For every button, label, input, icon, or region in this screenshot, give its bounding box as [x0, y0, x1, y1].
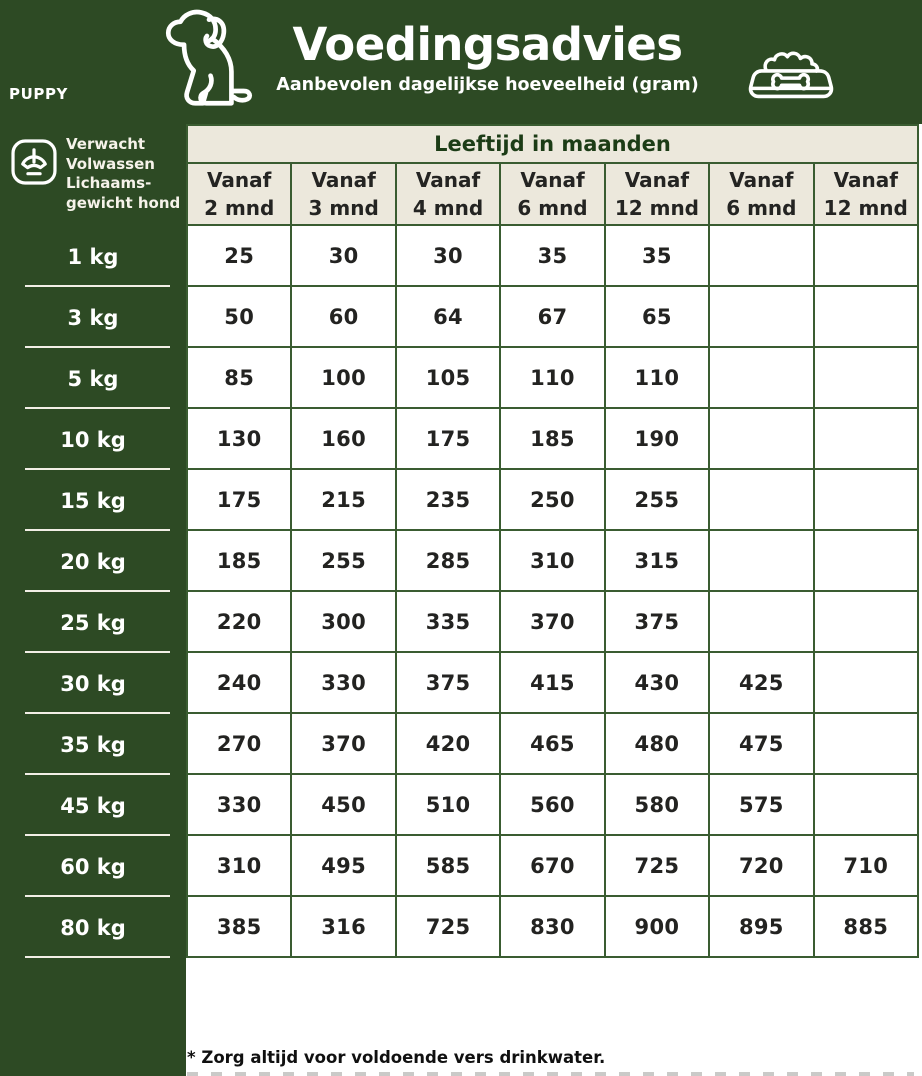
column-header — [292, 164, 394, 224]
value-cell — [397, 775, 499, 834]
value-cell — [188, 714, 290, 773]
weight-row — [0, 226, 186, 287]
cell-value: 67 — [537, 304, 568, 329]
weight-row — [0, 897, 186, 958]
cell-value: 255 — [634, 487, 680, 512]
cell-value: 35 — [537, 243, 568, 268]
value-cell — [710, 470, 812, 529]
cell-value: 130 — [216, 426, 262, 451]
value-cell — [188, 836, 290, 895]
weight-row — [0, 592, 186, 653]
cell-value: 420 — [425, 731, 471, 756]
cell-value: 65 — [642, 304, 672, 329]
feeding-table — [186, 124, 919, 958]
cell-value: 25 — [224, 243, 255, 268]
value-cell — [501, 287, 603, 346]
value-cell — [710, 287, 812, 346]
cell-value: 30 — [433, 243, 463, 268]
cell-value: 250 — [530, 487, 575, 512]
value-cell — [501, 409, 603, 468]
column-header — [710, 164, 812, 224]
cell-value: 315 — [634, 548, 680, 573]
weight-label: 45 kg — [60, 793, 126, 818]
cell-value: 190 — [634, 426, 680, 451]
value-cell — [292, 226, 394, 285]
cell-value: 900 — [634, 914, 680, 939]
value-cell — [188, 653, 290, 712]
weight-label: 10 kg — [60, 427, 126, 452]
value-cell — [606, 897, 708, 956]
column-header-row — [188, 164, 917, 224]
value-cell — [501, 653, 603, 712]
value-cell — [815, 409, 917, 468]
value-cell — [815, 287, 917, 346]
weight-row — [0, 470, 186, 531]
value-cell — [710, 226, 812, 285]
cell-value: 720 — [738, 853, 784, 878]
value-cell — [815, 531, 917, 590]
weight-row — [0, 409, 186, 470]
cell-value: 585 — [425, 853, 471, 878]
value-cell — [606, 775, 708, 834]
cell-value: 110 — [530, 365, 575, 390]
cell-value: 475 — [738, 731, 784, 756]
value-cell — [815, 470, 917, 529]
value-cell — [815, 714, 917, 773]
weight-row — [0, 348, 186, 409]
value-cell — [815, 592, 917, 651]
cell-value: 50 — [224, 304, 255, 329]
cell-value: 100 — [321, 365, 366, 390]
cell-value: 725 — [425, 914, 471, 939]
cell-value: 255 — [321, 548, 366, 573]
column-header — [188, 164, 290, 224]
value-cell — [292, 592, 394, 651]
weight-row — [0, 775, 186, 836]
value-cell — [710, 836, 812, 895]
cell-value: 560 — [530, 792, 575, 817]
title-block — [255, 20, 720, 95]
cell-value: 510 — [425, 792, 471, 817]
cell-value: 580 — [634, 792, 680, 817]
weight-label: 1 kg — [67, 244, 119, 269]
value-cell — [815, 653, 917, 712]
cell-value: 30 — [328, 243, 359, 268]
value-cell — [188, 592, 290, 651]
column-header-line-bottom: 2 mnd — [204, 196, 275, 220]
food-bowl-icon — [741, 46, 841, 112]
cell-value: 885 — [843, 914, 889, 939]
value-cell — [501, 836, 603, 895]
cell-value: 830 — [530, 914, 575, 939]
column-header-line-bottom: 6 mnd — [726, 196, 797, 220]
cell-value: 60 — [328, 304, 359, 329]
cell-value: 64 — [433, 304, 463, 329]
weight-sidebar — [0, 124, 186, 1076]
weight-row — [0, 531, 186, 592]
weight-sidebar-header — [0, 124, 186, 226]
cell-value: 310 — [216, 853, 262, 878]
cell-value: 415 — [530, 670, 575, 695]
value-cell — [710, 653, 812, 712]
cell-value: 670 — [530, 853, 575, 878]
age-band-header: Leeftijd in maanden — [188, 126, 917, 162]
weight-row — [0, 287, 186, 348]
cell-value: 160 — [321, 426, 366, 451]
header — [0, 0, 922, 124]
value-cell — [292, 348, 394, 407]
column-header-line-top: Vanaf — [729, 168, 794, 192]
cell-value: 895 — [738, 914, 784, 939]
cell-value: 450 — [321, 792, 366, 817]
cell-value: 85 — [224, 365, 255, 390]
value-cell — [188, 775, 290, 834]
value-cell — [292, 287, 394, 346]
value-cell — [710, 531, 812, 590]
value-cell — [606, 714, 708, 773]
value-cell — [292, 836, 394, 895]
cell-value: 330 — [321, 670, 366, 695]
value-cell — [815, 836, 917, 895]
cell-value: 235 — [425, 487, 471, 512]
column-header-line-bottom: 4 mnd — [412, 196, 484, 220]
cell-value: 175 — [216, 487, 262, 512]
value-cell — [606, 409, 708, 468]
column-header-line-top: Vanaf — [833, 168, 898, 192]
weight-header-label — [66, 129, 180, 226]
value-cell — [397, 409, 499, 468]
value-cell — [710, 592, 812, 651]
value-cell — [815, 226, 917, 285]
cell-value: 575 — [738, 792, 784, 817]
dog-icon — [157, 9, 259, 117]
value-cell — [397, 226, 499, 285]
cell-value: 270 — [216, 731, 262, 756]
value-cell — [397, 836, 499, 895]
weight-label: 3 kg — [67, 305, 119, 330]
cell-value: 220 — [216, 609, 262, 634]
value-cell — [710, 348, 812, 407]
value-cell — [501, 226, 603, 285]
value-cell — [501, 897, 603, 956]
value-cell — [292, 409, 394, 468]
value-cell — [292, 531, 394, 590]
column-header-line-top: Vanaf — [624, 168, 690, 192]
value-cell — [710, 775, 812, 834]
value-cell — [501, 775, 603, 834]
cell-value: 335 — [425, 609, 471, 634]
cell-value: 215 — [321, 487, 366, 512]
value-cell — [188, 348, 290, 407]
value-cell — [710, 714, 812, 773]
cell-value: 240 — [216, 670, 262, 695]
value-cell — [606, 531, 708, 590]
value-cell — [188, 409, 290, 468]
weight-column — [0, 226, 186, 958]
weight-header-line: Volwassen — [66, 154, 155, 173]
page-subtitle: Aanbevolen dagelijkse hoeveelheid (gram) — [276, 74, 699, 95]
column-header-line-top: Vanaf — [415, 168, 481, 192]
value-cell — [501, 470, 603, 529]
value-cell — [606, 653, 708, 712]
values-grid — [188, 226, 917, 956]
weight-label: 25 kg — [60, 610, 126, 635]
value-cell — [397, 348, 499, 407]
weight-label: 80 kg — [60, 915, 126, 940]
column-header — [606, 164, 708, 224]
cell-value: 330 — [216, 792, 262, 817]
value-cell — [188, 287, 290, 346]
value-cell — [397, 897, 499, 956]
value-cell — [606, 592, 708, 651]
value-cell — [815, 775, 917, 834]
value-cell — [606, 836, 708, 895]
cell-value: 480 — [634, 731, 680, 756]
column-header-line-bottom: 12 mnd — [614, 196, 700, 220]
value-cell — [188, 531, 290, 590]
cell-value: 175 — [425, 426, 471, 451]
weight-label: 20 kg — [60, 549, 126, 574]
cell-value: 725 — [634, 853, 680, 878]
cell-value: 710 — [843, 853, 889, 878]
column-header-line-top: Vanaf — [207, 168, 272, 192]
cell-value: 35 — [642, 243, 672, 268]
weight-row — [0, 836, 186, 897]
product-badge: PUPPY — [9, 85, 69, 103]
weight-label: 30 kg — [60, 671, 126, 696]
cell-value: 285 — [425, 548, 471, 573]
column-header — [501, 164, 603, 224]
cell-value: 300 — [321, 609, 366, 634]
value-cell — [397, 470, 499, 529]
value-cell — [292, 897, 394, 956]
weight-header-line: gewicht hond — [66, 193, 181, 212]
value-cell — [397, 653, 499, 712]
value-cell — [292, 470, 394, 529]
weight-header-line: Verwacht — [66, 135, 146, 153]
cell-value: 370 — [321, 731, 366, 756]
cell-value: 185 — [530, 426, 575, 451]
value-cell — [292, 653, 394, 712]
cell-value: 105 — [425, 365, 471, 390]
value-cell — [710, 897, 812, 956]
cell-value: 425 — [738, 670, 784, 695]
cell-value: 430 — [634, 670, 680, 695]
value-cell — [815, 348, 917, 407]
value-cell — [188, 226, 290, 285]
column-header-line-top: Vanaf — [311, 168, 376, 192]
value-cell — [606, 470, 708, 529]
column-header-line-top: Vanaf — [520, 168, 585, 192]
value-cell — [710, 409, 812, 468]
value-cell — [606, 287, 708, 346]
value-cell — [397, 287, 499, 346]
cell-value: 385 — [216, 914, 262, 939]
cell-value: 375 — [425, 670, 471, 695]
cell-value: 495 — [321, 853, 366, 878]
cell-value: 185 — [216, 548, 262, 573]
value-cell — [292, 714, 394, 773]
footnote: * Zorg altijd voor voldoende vers drinkwater. — [187, 1048, 606, 1067]
weight-row — [0, 653, 186, 714]
value-cell — [397, 592, 499, 651]
cell-value: 310 — [530, 548, 575, 573]
value-cell — [501, 348, 603, 407]
value-cell — [397, 531, 499, 590]
column-header — [815, 164, 917, 224]
value-cell — [397, 714, 499, 773]
value-cell — [188, 470, 290, 529]
cell-value: 316 — [321, 914, 366, 939]
column-header-line-bottom: 12 mnd — [823, 196, 908, 220]
page-title: Voedingsadvies — [292, 18, 683, 71]
value-cell — [501, 531, 603, 590]
cell-value: 110 — [634, 365, 680, 390]
cell-value: 375 — [634, 609, 680, 634]
value-cell — [501, 592, 603, 651]
column-header-line-bottom: 6 mnd — [517, 196, 588, 220]
clipped-text-remnant — [187, 1072, 914, 1076]
value-cell — [292, 775, 394, 834]
column-header — [397, 164, 499, 224]
column-header-line-bottom: 3 mnd — [308, 196, 379, 220]
value-cell — [188, 897, 290, 956]
weight-header-line: Lichaams- — [66, 174, 152, 192]
weight-row — [0, 714, 186, 775]
weight-label: 60 kg — [60, 854, 126, 879]
value-cell — [606, 226, 708, 285]
value-cell — [501, 714, 603, 773]
value-cell — [606, 348, 708, 407]
cell-value: 465 — [530, 731, 575, 756]
weight-label: 15 kg — [60, 488, 126, 513]
weight-label: 35 kg — [60, 732, 126, 757]
value-cell — [815, 897, 917, 956]
cell-value: 370 — [530, 609, 575, 634]
weight-scale-icon — [9, 131, 59, 193]
weight-label: 5 kg — [67, 366, 119, 391]
